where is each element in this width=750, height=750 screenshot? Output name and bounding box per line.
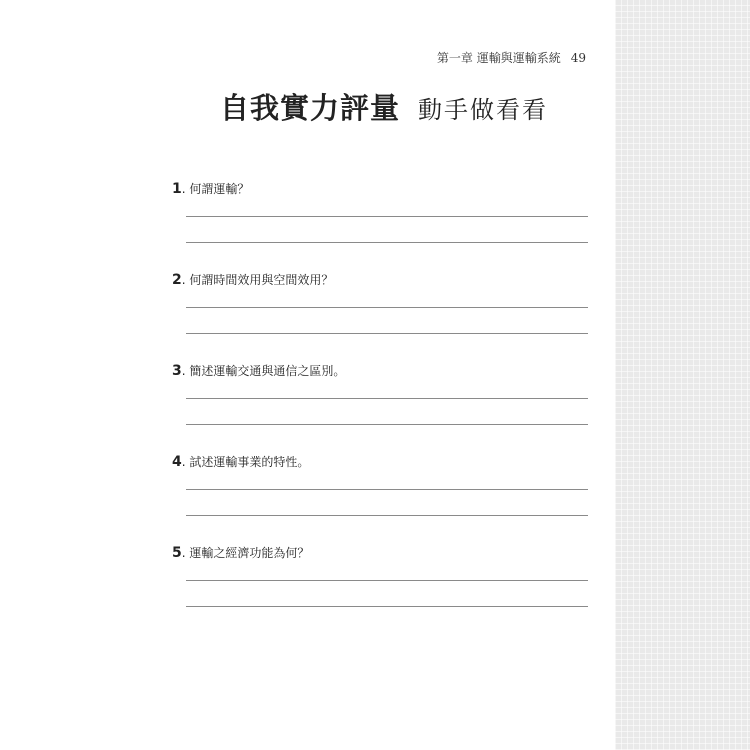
answer-line[interactable] [186, 489, 588, 490]
question-4 [172, 453, 588, 470]
question-number: 2 [172, 272, 182, 288]
question-3 [172, 362, 588, 379]
question-prompt: . 簡述運輸交通與通信之區別。 [181, 364, 346, 378]
question-prompt: . 試述運輸事業的特性。 [181, 455, 310, 469]
chapter-title: 第一章 運輸與運輸系統 [436, 51, 561, 65]
answer-line[interactable] [186, 242, 588, 243]
question-text [172, 271, 588, 288]
answer-line[interactable] [186, 307, 588, 308]
running-header [437, 49, 586, 66]
answer-line[interactable] [186, 606, 588, 607]
answer-line[interactable] [186, 424, 588, 425]
question-number: 5 [172, 545, 182, 561]
title-subtitle: 動手做看看 [418, 96, 549, 124]
question-number: 1 [172, 181, 182, 197]
title-main: 自我實力評量 [220, 91, 401, 125]
question-prompt: . 何謂時間效用與空間效用？ [181, 273, 334, 287]
question-1 [172, 180, 588, 197]
answer-line[interactable] [186, 398, 588, 399]
page-edge-strip [615, 0, 750, 750]
question-prompt: . 運輸之經濟功能為何？ [181, 546, 310, 560]
question-text [172, 362, 588, 379]
page-number: 49 [570, 51, 586, 65]
page-title [220, 86, 548, 127]
question-text [172, 180, 588, 197]
question-5 [172, 544, 588, 561]
question-prompt: . 何謂運輸？ [181, 182, 250, 196]
question-number: 3 [172, 363, 182, 379]
question-text [172, 544, 588, 561]
answer-line[interactable] [186, 216, 588, 217]
answer-line[interactable] [186, 333, 588, 334]
question-text [172, 453, 588, 470]
answer-line[interactable] [186, 515, 588, 516]
question-2 [172, 271, 588, 288]
question-number: 4 [172, 454, 182, 470]
answer-line[interactable] [186, 580, 588, 581]
